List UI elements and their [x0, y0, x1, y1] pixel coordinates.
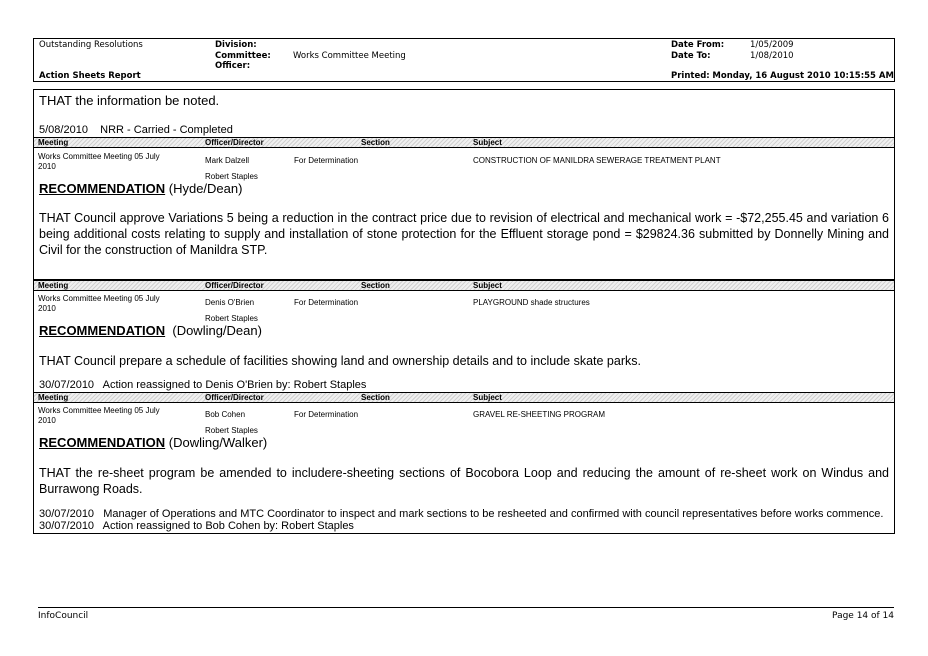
recommendation-label: RECOMMENDATION	[39, 435, 166, 450]
division-label: Division:	[215, 40, 257, 50]
column-header-bar	[34, 137, 894, 148]
item-section: For Determination	[294, 156, 359, 165]
recommendation-movers: (Dowling/Walker)	[165, 435, 268, 450]
recommendation-text: THAT Council approve Variations 5 being a reduction in the contract price due to revision of electrical and mechanical work = -$72,255.45 and variation 6 being additional costs relating to supply and installation of stone protection for the Effluent storage pond = $29824.36 submitted by Donnelly Mining and Civil for the construction of Manildra STP.	[39, 211, 889, 257]
item-officer: Denis O'Brien	[205, 298, 255, 307]
action-note: 30/07/2010 Action reassigned to Denis O'Brien by: Robert Staples	[39, 379, 367, 391]
printed-value: Monday, 16 August 2010 10:15:55 AM	[712, 71, 894, 81]
top-resolution-note: 5/08/2010 NRR - Carried - Completed	[39, 124, 233, 136]
printed-stamp	[671, 71, 894, 81]
action-sheet-body	[33, 89, 895, 534]
footer-brand: InfoCouncil	[38, 611, 89, 621]
committee-value: Works Committee Meeting	[293, 51, 406, 61]
column-subject: Subject	[473, 138, 502, 147]
column-officer: Officer/Director	[205, 138, 264, 147]
recommendation-label: RECOMMENDATION	[39, 181, 166, 196]
recommendation-movers: (Dowling/Dean)	[165, 323, 262, 338]
report-type: Action Sheets Report	[39, 71, 141, 81]
column-section: Section	[361, 281, 390, 290]
column-header-bar	[34, 280, 894, 291]
item-meeting: Works Committee Meeting 05 July	[38, 406, 160, 415]
date-to-label: Date To:	[671, 51, 711, 61]
page-number: Page 14 of 14	[832, 611, 894, 621]
item-meeting: Works Committee Meeting 05 July	[38, 294, 160, 303]
page-footer	[38, 607, 894, 621]
item-subject: PLAYGROUND shade structures	[473, 298, 590, 307]
column-subject: Subject	[473, 393, 502, 402]
column-officer: Officer/Director	[205, 281, 264, 290]
item-director: Robert Staples	[205, 172, 258, 181]
date-from-value: 1/05/2009	[750, 40, 794, 50]
action-note: 30/07/2010 Action reassigned to Bob Cohen by: Robert Staples	[39, 520, 354, 532]
item-meeting: Works Committee Meeting 05 July	[38, 152, 160, 161]
report-header	[33, 38, 895, 82]
column-officer: Officer/Director	[205, 393, 264, 402]
recommendation-movers: (Hyde/Dean)	[165, 181, 243, 196]
printed-label: Printed:	[671, 71, 710, 81]
recommendation-text: THAT Council prepare a schedule of facilities showing land and ownership details and to include skate parks.	[39, 354, 641, 368]
item-section: For Determination	[294, 298, 359, 307]
column-header-bar	[34, 392, 894, 403]
item-officer: Mark Dalzell	[205, 156, 250, 165]
item-meeting-year: 2010	[38, 416, 56, 425]
report-name: Outstanding Resolutions	[39, 40, 143, 50]
recommendation-text: THAT the re-sheet program be amended to includere-sheeting sections of Bocobora Loop and reducing the amount of re-sheet work on Windus and Burrawong Roads.	[39, 466, 889, 496]
recommendation-heading	[39, 181, 242, 196]
officer-label: Officer:	[215, 61, 251, 71]
column-subject: Subject	[473, 281, 502, 290]
item-officer: Bob Cohen	[205, 410, 246, 419]
recommendation-label: RECOMMENDATION	[39, 323, 166, 338]
item-subject: CONSTRUCTION OF MANILDRA SEWERAGE TREATMENT PLANT	[473, 156, 721, 165]
recommendation-heading	[39, 323, 262, 338]
action-note: 30/07/2010 Manager of Operations and MTC Coordinator to inspect and mark sections to be resheeted and confirmed with council representatives before works commence.	[39, 508, 884, 520]
column-meeting: Meeting	[38, 393, 69, 402]
date-from-label: Date From:	[671, 40, 725, 50]
column-meeting: Meeting	[38, 281, 69, 290]
column-section: Section	[361, 393, 390, 402]
column-section: Section	[361, 138, 390, 147]
committee-label: Committee:	[215, 51, 271, 61]
item-director: Robert Staples	[205, 426, 258, 435]
recommendation-heading	[39, 435, 267, 450]
top-resolution-text: THAT the information be noted.	[39, 93, 220, 108]
item-meeting-year: 2010	[38, 304, 56, 313]
column-meeting: Meeting	[38, 138, 69, 147]
item-subject: GRAVEL RE-SHEETING PROGRAM	[473, 410, 606, 419]
item-director: Robert Staples	[205, 314, 258, 323]
date-to-value: 1/08/2010	[750, 51, 794, 61]
item-meeting-year: 2010	[38, 162, 56, 171]
item-section: For Determination	[294, 410, 359, 419]
